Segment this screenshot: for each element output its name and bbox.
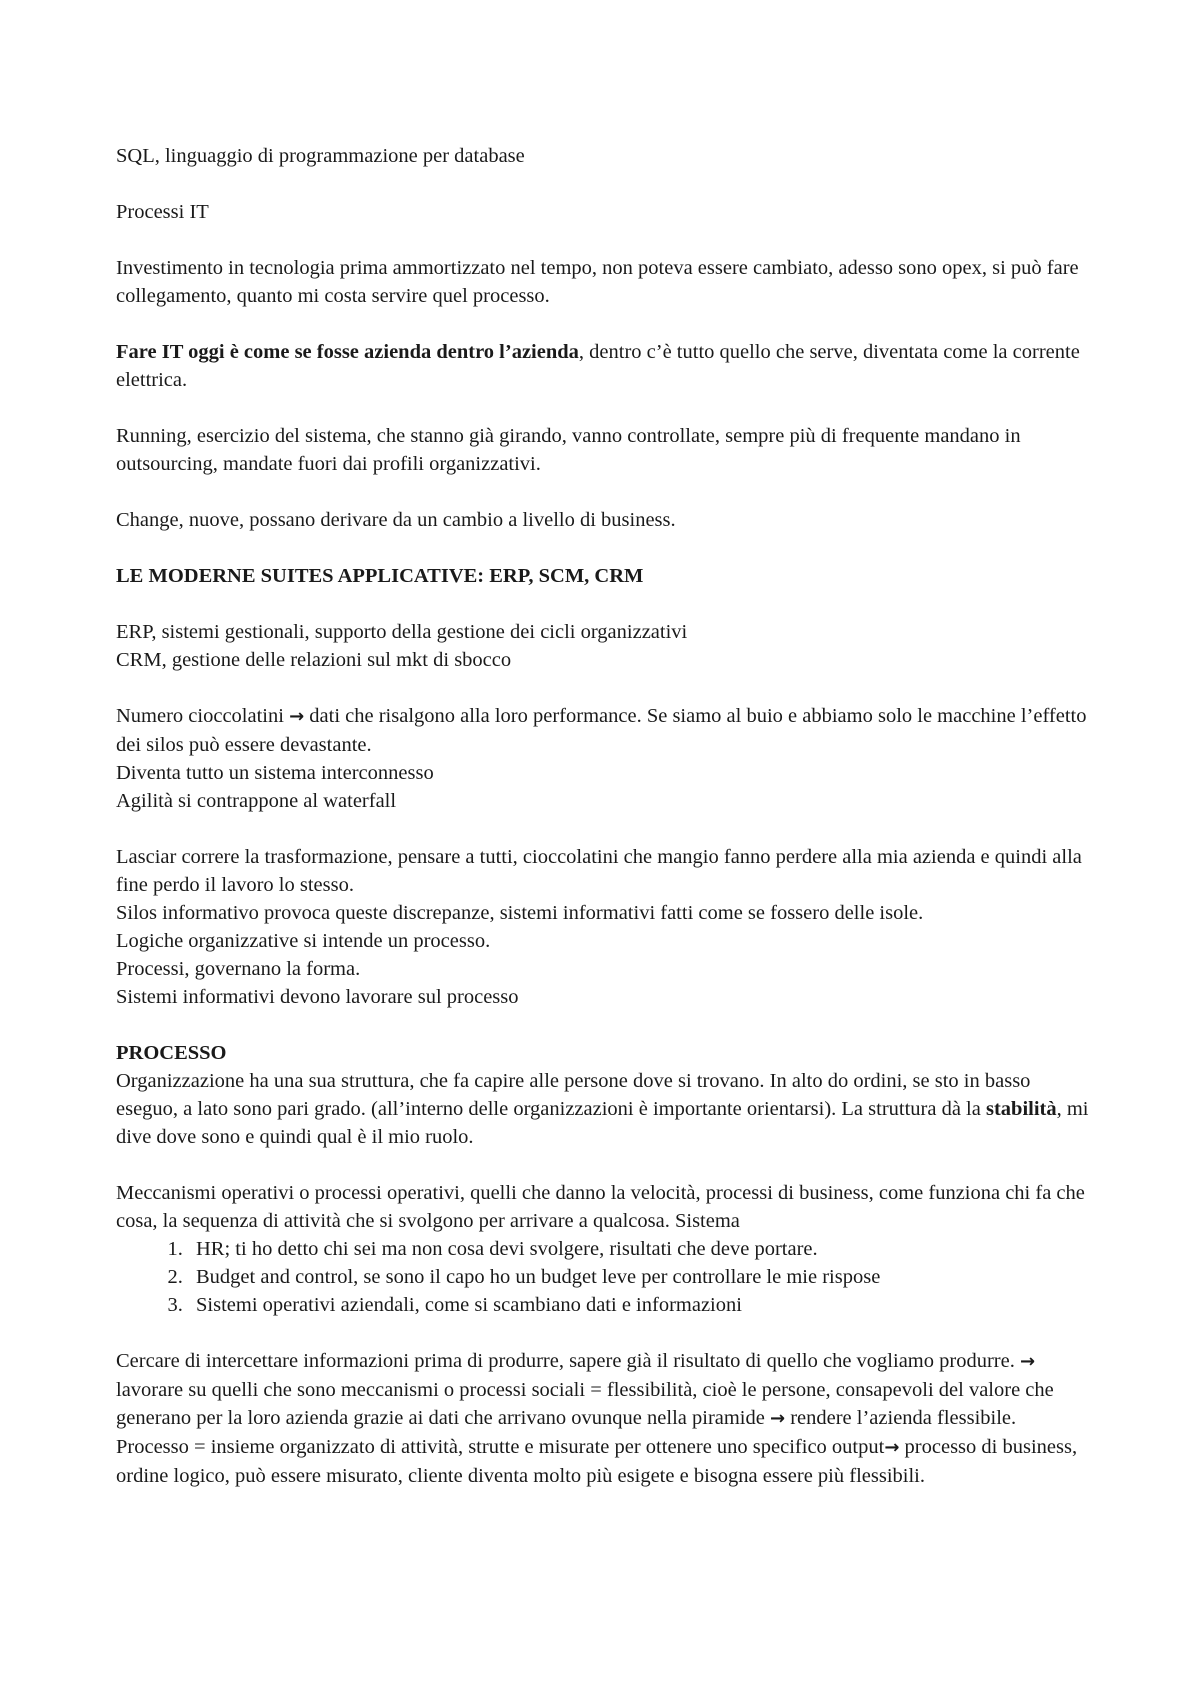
block-cioccolatini — [116, 702, 1096, 815]
block-trasformazione — [116, 843, 1096, 1011]
line-logiche: Logiche organizzative si intende un processo. — [116, 930, 491, 952]
list-item: 2. Budget and control, se sono il capo ho un budget leve per controllare le mie rispose — [188, 1263, 1096, 1291]
heading-processo: PROCESSO — [116, 1042, 227, 1064]
paragraph-change: Change, nuove, possano derivare da un cambio a livello di business. — [116, 509, 676, 531]
paragraph-processo-definizione — [116, 1433, 1096, 1490]
bold-fare-it: Fare IT oggi è come se fosse azienda dentro l’azienda — [116, 341, 579, 363]
line-interconnesso: Diventa tutto un sistema interconnesso — [116, 762, 434, 784]
list-item: 1. HR; ti ho detto chi sei ma non cosa devi svolgere, risultati che deve portare. — [188, 1235, 1096, 1263]
text-ruolo: , mi dive dove sono e quindi qual è il mio ruolo. — [116, 1098, 1089, 1148]
text-organizzazione: Organizzazione ha una sua struttura, che fa capire alle persone dove si trovano. In alto do ordini, se sto in basso eseguo, a lato sono pari grado. (all’interno delle organizzazioni è importante orientarsi). La struttura dà la — [116, 1070, 1031, 1120]
paragraph-cercare — [116, 1347, 1096, 1433]
arrow-right-icon: → — [769, 1408, 786, 1429]
text-processo-business: processo di business, ordine logico, può essere misurato, cliente diventa molto più esigete e bisogna essere più flessibili. — [116, 1436, 1078, 1487]
line-lasciar: Lasciar correre la trasformazione, pensare a tutti, cioccolatini che mangio fanno perdere alla mia azienda e quindi alla fine perdo il lavoro lo stesso. — [116, 846, 1082, 896]
arrow-right-icon: → — [884, 1437, 900, 1458]
text-fare-it-rest: , dentro c’è tutto quello che serve, diventata come la corrente elettrica. — [116, 341, 1080, 391]
bold-stabilita: stabilità — [985, 1098, 1057, 1120]
text-dati: dati che risalgono alla loro performance. Se siamo al buio e abbiamo solo le macchine l’effetto dei silos può essere devastante. — [116, 705, 1087, 756]
block-erp-crm — [116, 618, 1096, 674]
paragraph-investimento: Investimento in tecnologia prima ammortizzato nel tempo, non poteva essere cambiato, adesso sono opex, si può fare collegamento, quanto mi costa servire quel processo. — [116, 257, 1079, 307]
paragraph-processi-it: Processi IT — [116, 201, 209, 223]
line-erp: ERP, sistemi gestionali, supporto della gestione dei cicli organizzativi — [116, 621, 688, 643]
line-silos: Silos informativo provoca queste discrepanze, sistemi informativi fatti come se fossero delle isole. — [116, 902, 924, 924]
paragraph-sql: SQL, linguaggio di programmazione per database — [116, 145, 525, 167]
paragraph-fare-it — [116, 338, 1096, 394]
line-crm: CRM, gestione delle relazioni sul mkt di sbocco — [116, 649, 512, 671]
numbered-list — [116, 1235, 1096, 1319]
line-agilita: Agilità si contrappone al waterfall — [116, 790, 397, 812]
arrow-right-icon: → — [289, 706, 305, 727]
paragraph-organizzazione — [116, 1067, 1096, 1151]
line-processi-forma: Processi, governano la forma. — [116, 958, 361, 980]
line-sistemi-processo: Sistemi informativi devono lavorare sul processo — [116, 986, 519, 1008]
document-page — [116, 142, 1096, 1490]
heading-suites: LE MODERNE SUITES APPLICATIVE: ERP, SCM, CRM — [116, 565, 644, 587]
paragraph-running: Running, esercizio del sistema, che stanno già girando, vanno controllate, sempre più di frequente mandano in outsourcing, mandate fuori dai profili organizzativi. — [116, 425, 1021, 475]
text-rendere: rendere l’azienda flessibile. — [785, 1407, 1017, 1429]
paragraph-meccanismi: Meccanismi operativi o processi operativi, quelli che danno la velocità, processi di business, come funziona chi fa che cosa, la sequenza di attività che si svolgono per arrivare a qualcosa. Sistema — [116, 1182, 1085, 1232]
arrow-right-icon: → — [1019, 1351, 1036, 1372]
text-lavorare: lavorare su quelli che sono meccanismi o processi sociali = flessibilità, cioè le persone, consapevoli del valore che generano per la loro azienda grazie ai dati che arrivano ovunque nella piramide — [116, 1379, 1054, 1429]
list-item: 3. Sistemi operativi aziendali, come si scambiano dati e informazioni — [188, 1291, 1096, 1319]
text-numero: Numero cioccolatini — [116, 705, 290, 727]
line-numero-cioccolatini — [116, 702, 1096, 759]
text-cercare: Cercare di intercettare informazioni prima di produrre, sapere già il risultato di quello che vogliamo produrre. — [116, 1350, 1020, 1372]
text-processo-insieme: Processo = insieme organizzato di attività, strutte e misurate per ottenere uno specifico output — [116, 1436, 885, 1458]
